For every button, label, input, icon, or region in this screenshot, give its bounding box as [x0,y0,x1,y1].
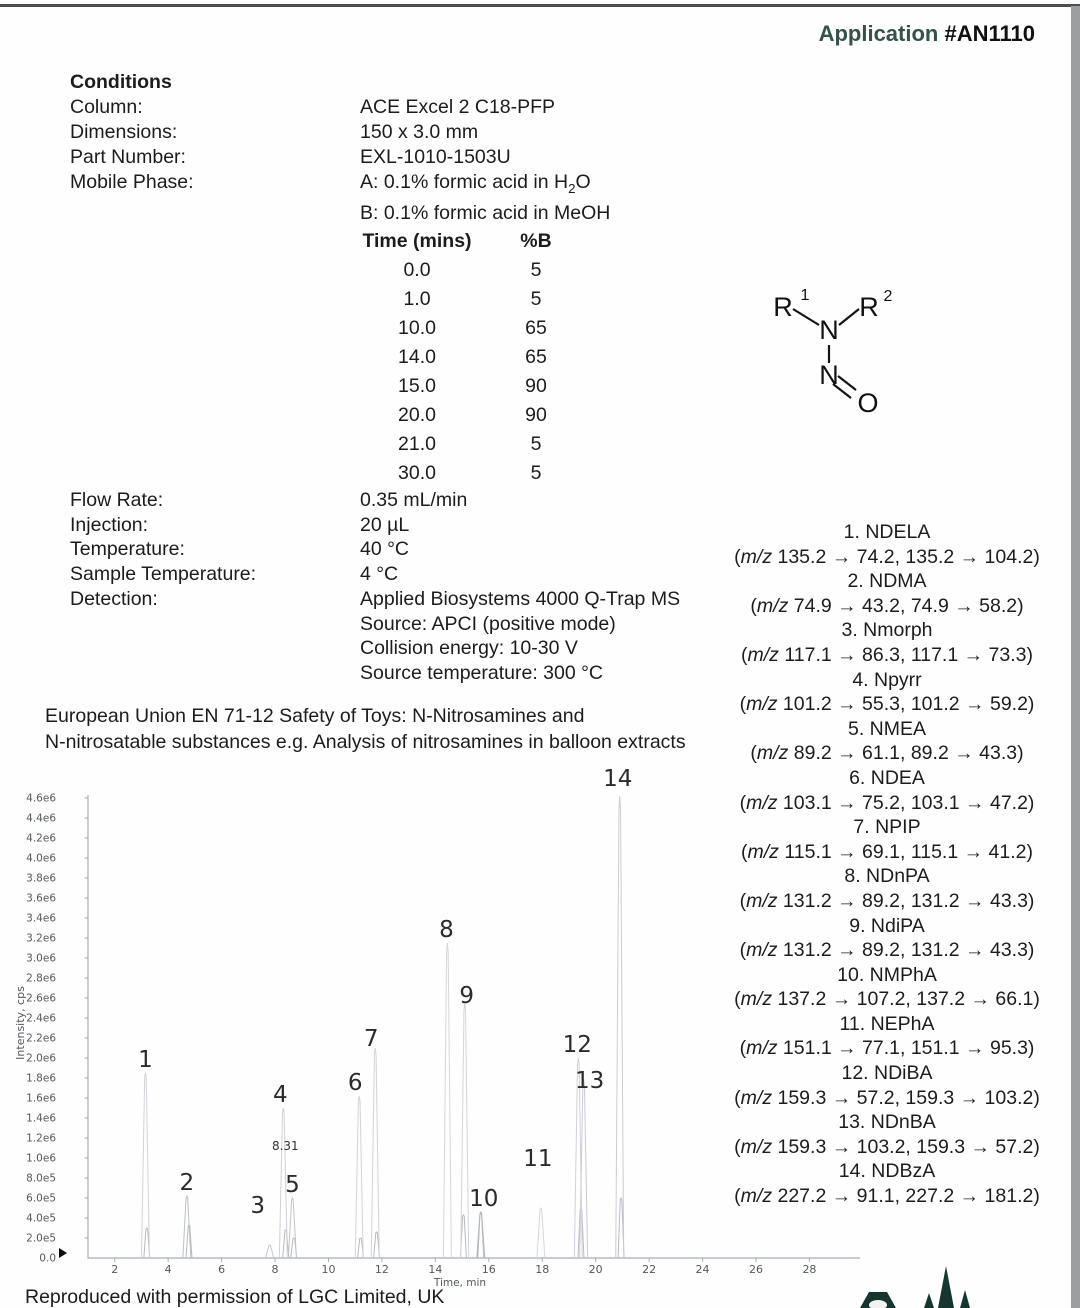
gradient-percent-b-cell: 5 [530,462,542,484]
spec-row [70,636,680,661]
spec-label: Mobile Phase: [70,171,194,193]
spec-value: B: 0.1% formic acid in MeOH [360,201,611,224]
conditions-title: Conditions [70,71,172,93]
chromatogram-peak-trace [616,796,624,1258]
spec-value: Source temperature: 300 °C [360,661,604,684]
spec-value: Source: APCI (positive mode) [360,612,616,635]
peak-name: 11. NEPhA [839,1012,935,1035]
x-axis-tick-label: 8 [271,1263,279,1276]
x-axis-tick-label: 4 [164,1263,172,1276]
chromatogram-peak-trace [443,943,451,1258]
method-parameter-rows [70,488,680,686]
peak-mz-transitions: (m/z 137.2 → 107.2, 137.2 → 66.1) [734,988,1040,1011]
peak-number-label: 13 [575,1068,605,1094]
peak-mz-transitions: (m/z 135.2 → 74.2, 135.2 → 104.2) [734,545,1040,568]
y-axis-tick-label: 4.4e6 [26,812,56,825]
peak-number-label: 12 [562,1032,592,1058]
spec-row [70,537,680,562]
page-top-border [0,4,1080,7]
gradient-percent-b-cell: 90 [525,404,547,426]
y-axis-tick-label: 3.8e6 [26,872,56,885]
chromatogram-peak-trace [580,1080,588,1258]
spec-label [70,661,360,686]
gradient-time-cell: 21.0 [398,433,436,455]
x-axis-tick-label: 14 [428,1263,443,1276]
gradient-row [358,343,596,372]
peak-number-label: 11 [523,1146,553,1172]
atom-r1: R [773,292,793,322]
peak-number-label: 8 [439,917,454,943]
spec-row [70,612,680,637]
peak-number-label: 10 [469,1186,499,1212]
conditions-rows [70,95,610,226]
logo-small-peak-right [960,1290,970,1308]
y-axis-tick-label: 3.2e6 [26,932,56,945]
spec-value: 0.35 mL/min [360,489,468,511]
y-axis-tick-label: 2.4e6 [26,1012,56,1025]
gradient-row [358,285,596,314]
spec-label: Sample Temperature: [70,563,257,586]
y-axis-tick-label: 1.8e6 [26,1072,56,1085]
atom-r1-superscript: 1 [800,287,810,304]
peak-name: 13. NDnBA [838,1111,936,1134]
y-axis-tick-label: 2.0e6 [26,1052,56,1065]
x-axis-tick-label: 18 [535,1263,550,1276]
peak-mz-transitions: (m/z 131.2 → 89.2, 131.2 → 43.3) [739,939,1035,962]
peak-number-label: 3 [250,1193,266,1219]
gradient-time-cell: 1.0 [403,288,431,310]
chromatogram-plot [0,765,1080,1308]
peak-mz-transitions: (m/z 227.2 → 91.1, 227.2 → 181.2) [734,1185,1040,1208]
spec-row [70,562,680,587]
nitrosamine-structure-diagram [768,272,908,422]
spec-value: 150 x 3.0 mm [360,121,479,143]
chromatogram-peak-trace [355,1096,363,1258]
y-axis-tick-label: 3.6e6 [26,892,56,905]
spec-label: Column: [70,96,143,118]
chromatogram-peak-trace [288,1198,296,1258]
axis-origin-arrow-icon [59,1248,67,1258]
bond-r2-n [839,309,859,325]
x-axis-tick-label: 6 [218,1263,226,1276]
peak-name: 1. NDELA [843,521,931,543]
gradient-row [358,256,596,285]
gradient-percent-b-cell: 65 [525,317,547,339]
gradient-header-row [358,227,596,256]
x-axis-tick-label: 10 [321,1263,336,1276]
bond-r1-n [793,309,819,325]
gradient-time-header: Time (mins) [362,230,472,252]
atom-n-top: N [819,315,839,345]
peak-mz-transitions: (m/z 117.1 → 86.3, 117.1 → 73.3) [741,643,1033,666]
spec-row [70,170,610,201]
spec-value: Applied Biosystems 4000 Q-Trap MS [360,587,681,610]
peak-name: 2. NDMA [847,570,927,593]
gradient-percent-b-cell: 65 [525,346,547,368]
ace-logo-icon [850,1242,1020,1308]
spec-row [70,120,610,145]
y-axis-tick-label: 3.0e6 [26,952,56,965]
chromatogram-peak-trace [371,1048,379,1258]
peak-name: 8. NDnPA [844,865,930,888]
spec-row [70,513,680,538]
y-axis-tick-label: 4.6e6 [26,792,56,805]
gradient-percent-b-cell: 5 [530,288,542,310]
bond-n-o-1 [838,376,856,390]
spec-row [70,661,680,686]
y-axis-tick-label: 1.6e6 [26,1092,56,1105]
y-axis-tick-label: 2.8e6 [26,972,56,985]
peak-mz-transitions: (m/z 115.1 → 69.1, 115.1 → 41.2) [741,840,1033,863]
y-axis-tick-label: 2.6e6 [26,992,56,1005]
logo-small-peak-left [924,1293,934,1308]
peak-name: 14. NDBzA [838,1160,936,1183]
peak-number-label: 6 [347,1070,363,1096]
application-label: Application [818,21,945,46]
x-axis-tick-label: 22 [642,1263,657,1276]
x-axis-tick-label: 12 [374,1263,389,1276]
spec-value: ACE Excel 2 C18-PFP [360,96,556,118]
peak-number-label: 9 [459,983,475,1009]
spec-label: Flow Rate: [70,489,164,511]
peak-name: 4. Npyrr [852,668,922,691]
logo-tall-peak [938,1266,954,1308]
application-number: #AN1110 [944,21,1035,46]
x-axis-tick-label: 20 [588,1263,603,1276]
peak-mz-transitions: (m/z 159.3 → 103.2, 159.3 → 57.2) [734,1135,1040,1158]
gradient-percent-b-cell: 5 [530,433,542,455]
y-axis-tick-label: 4.2e6 [26,832,56,845]
peak-name: 7. NPIP [853,816,921,839]
peak-mz-transitions: (m/z 131.2 → 89.2, 131.2 → 43.3) [739,889,1035,912]
x-axis-tick-label: 24 [695,1263,710,1276]
gradient-time-cell: 30.0 [398,462,436,484]
peak-name: 12. NDiBA [841,1062,933,1085]
y-axis-tick-label: 4.0e6 [26,852,56,865]
gradient-row [358,459,596,488]
gradient-percent-b-cell: 90 [525,375,547,397]
spec-label: Injection: [70,513,149,536]
spec-value: A: 0.1% formic acid in $H_2O$ [360,171,591,196]
x-axis-tick-label: 16 [481,1263,496,1276]
spec-label: Detection: [70,587,158,610]
atom-r2-superscript: 2 [883,288,893,305]
chromatogram-peak-trace [578,1208,584,1258]
spec-label: Part Number: [70,146,186,168]
spec-label: Dimensions: [70,121,178,143]
peak-name: 9. NdiPA [849,914,925,937]
y-axis-tick-label: 4.0e5 [26,1212,56,1225]
spec-label [70,636,360,661]
peak-mz-transitions: (m/z 103.1 → 75.2, 103.1 → 47.2) [739,791,1035,814]
peak-name: 10. NMPhA [837,963,937,986]
x-axis-title: Time, min [433,1277,487,1289]
peak-name: 5. NMEA [847,717,927,740]
atom-r2: R [859,292,879,322]
retention-time-annotation: 8.31 [271,1139,299,1153]
peak-number-label: 14 [603,766,633,792]
conditions-section [70,70,610,226]
spec-label [70,201,360,226]
chromatogram-title-line2: N-nitrosatable substances e.g. Analysis of nitrosamines in balloon extracts [45,730,686,753]
spec-row [70,488,680,513]
spec-value: Collision energy: 10-30 V [360,637,578,660]
gradient-time-cell: 14.0 [398,346,436,368]
chromatogram-title [45,704,686,755]
atom-o: O [857,388,879,418]
x-axis-tick-label: 28 [802,1263,817,1276]
gradient-percent-b-cell: 5 [530,259,542,281]
chromatogram-peak-trace [283,1230,289,1258]
spec-value: EXL-1010-1503U [360,146,511,168]
y-axis-tick-label: 6.0e5 [26,1192,56,1205]
chromatogram-title-line1: European Union EN 71-12 Safety of Toys: N-Nitrosamines and [45,705,585,727]
spec-value: 20 µL [360,513,410,536]
y-axis-tick-label: 2.0e5 [26,1232,56,1245]
spec-value: 40 °C [360,538,409,561]
peak-number-label: 2 [179,1170,195,1196]
chromatogram-peak-trace [266,1245,274,1258]
gradient-row [358,372,596,401]
gradient-table [358,227,596,488]
y-axis-tick-label: 0.0 [39,1252,56,1265]
spec-row [70,587,680,612]
x-axis-tick-label: 2 [111,1263,119,1276]
spec-label: Temperature: [70,538,185,561]
gradient-row [358,430,596,459]
peak-number-label: 7 [363,1026,379,1052]
peak-name: 3. Nmorph [841,619,933,642]
spec-label [70,612,360,637]
peak-number-label: 5 [285,1172,300,1198]
y-axis-tick-label: 1.4e6 [26,1112,56,1125]
chromatogram-peak-trace [537,1208,545,1258]
y-axis-title: Intensity, cps [14,986,27,1060]
peak-mz-transitions: (m/z 101.2 → 55.3, 101.2 → 59.2) [739,693,1035,716]
spec-row [70,201,610,226]
gradient-time-cell: 10.0 [398,317,436,339]
spec-row [70,95,610,120]
y-axis-tick-label: 1.0e6 [26,1152,56,1165]
spec-row [70,145,610,170]
gradient-time-cell: 15.0 [398,375,436,397]
method-parameters-section [70,488,680,686]
gradient-row [358,314,596,343]
credit-line: Reproduced with permission of LGC Limited, UK [25,1286,445,1308]
gradient-row [358,401,596,430]
peak-number-label: 4 [273,1082,288,1108]
y-axis-tick-label: 3.4e6 [26,912,56,925]
atom-n-bottom: N [819,360,839,390]
y-axis-tick-label: 1.2e6 [26,1132,56,1145]
gradient-percent-b-header: %B [520,230,552,252]
peak-mz-transitions: (m/z 89.2 → 61.1, 89.2 → 43.3) [750,742,1024,765]
gradient-rows [358,256,596,488]
x-axis-tick-label: 26 [749,1263,763,1276]
peak-number-label: 1 [138,1047,153,1073]
gradient-time-cell: 0.0 [403,259,431,281]
y-axis-tick-label: 2.2e6 [26,1032,56,1045]
application-number-heading [819,21,1035,47]
peak-name: 6. NDEA [849,766,925,789]
peak-mz-transitions: (m/z 74.9 → 43.2, 74.9 → 58.2) [750,594,1024,617]
y-axis-tick-label: 8.0e5 [26,1172,56,1185]
gradient-time-cell: 20.0 [398,404,436,426]
peak-mz-transitions: (m/z 159.3 → 57.2, 159.3 → 103.2) [734,1086,1040,1109]
peak-mz-transitions: (m/z 151.1 → 77.1, 151.1 → 95.3) [739,1037,1035,1060]
spec-value: 4 °C [360,563,399,586]
